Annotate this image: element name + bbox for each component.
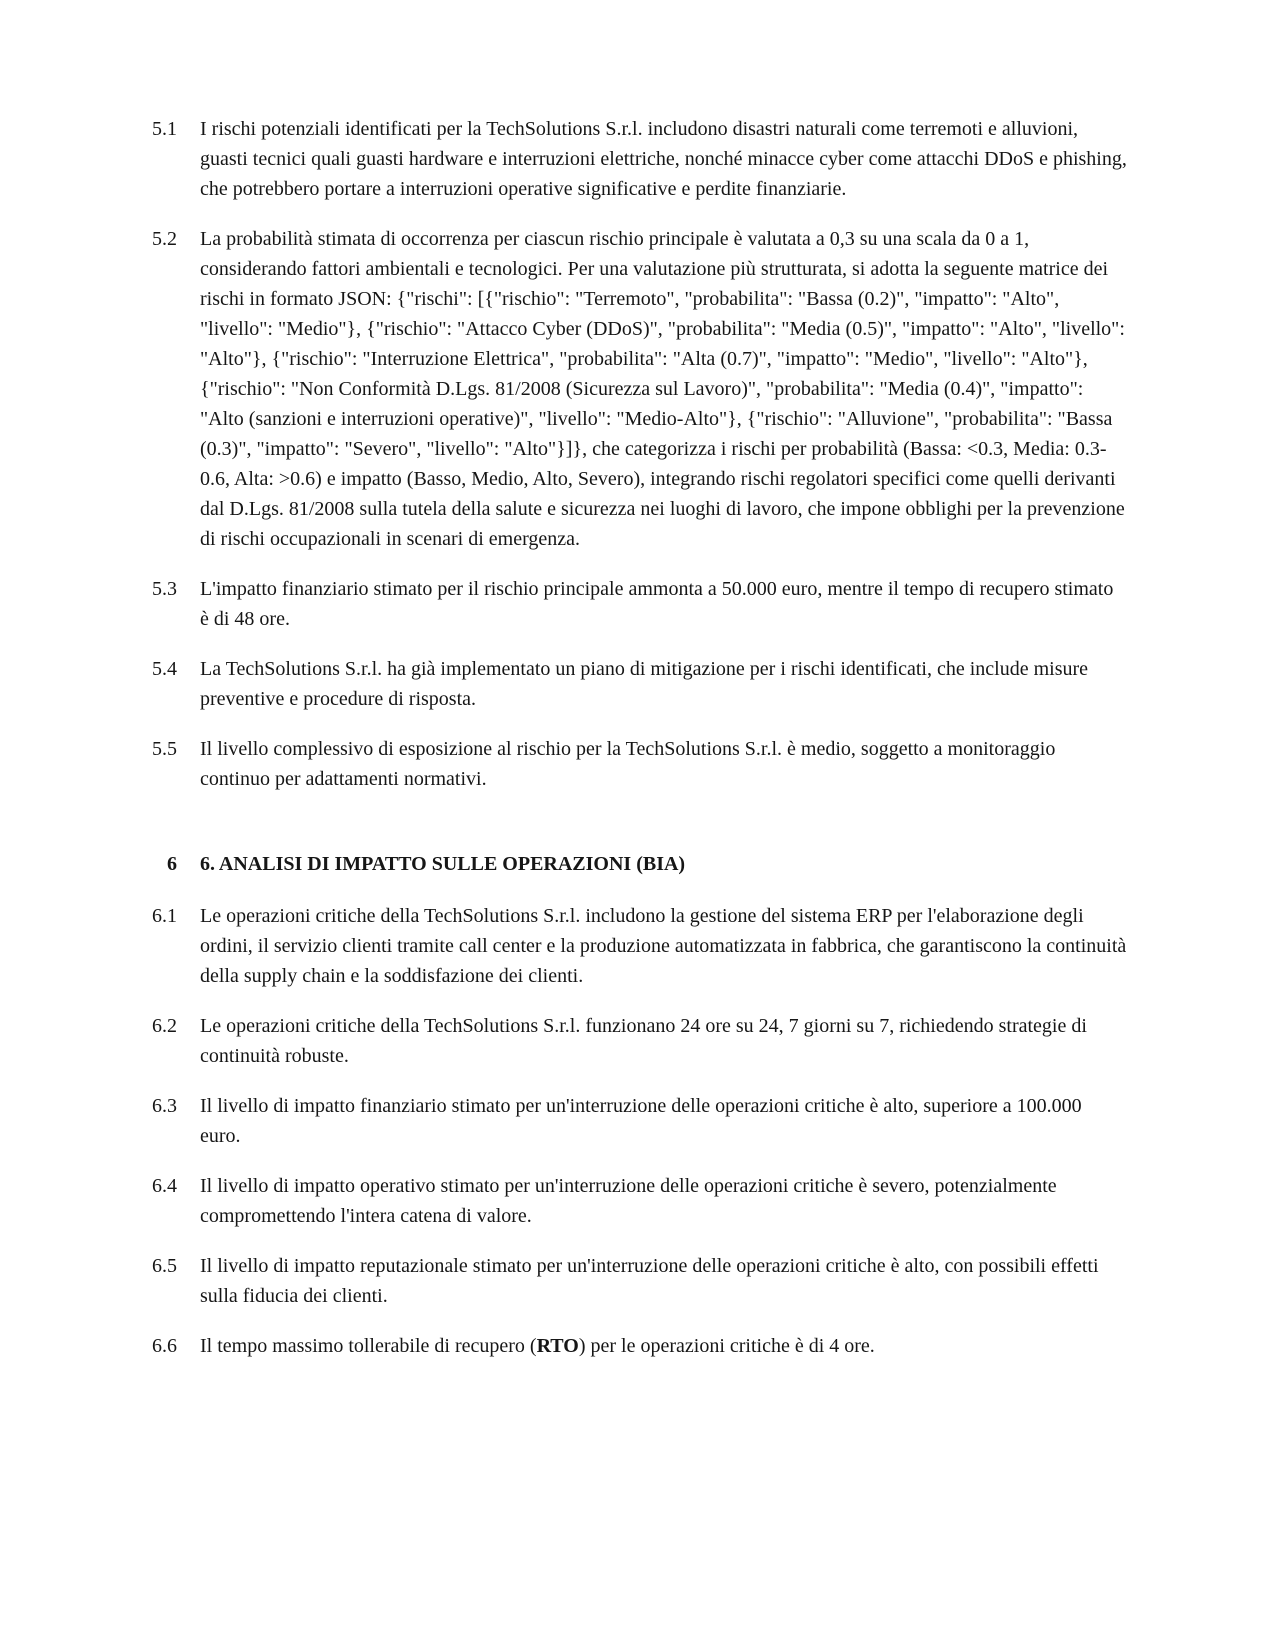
item-text: L'impatto finanziario stimato per il rischio principale ammonta a 50.000 euro, mentre il tempo di recupero stimato è di 48 ore. — [200, 578, 1114, 630]
list-item — [148, 1091, 1127, 1151]
item-number: 6.5 — [152, 1255, 177, 1277]
item-text: Il livello complessivo di esposizione al rischio per la TechSolutions S.r.l. è medio, soggetto a monitoraggio continuo per adattamenti normativi. — [200, 738, 1056, 790]
list-item — [148, 654, 1127, 714]
section-heading-text: 6. ANALISI DI IMPATTO SULLE OPERAZIONI (BIA) — [200, 853, 686, 875]
item-number: 6.1 — [152, 905, 177, 927]
item-number: 6.4 — [152, 1175, 177, 1197]
item-text-bold-fragment: RTO — [536, 1335, 579, 1357]
list-item — [148, 1331, 1127, 1361]
item-number: 5.2 — [152, 228, 177, 250]
item-number: 6.2 — [152, 1015, 177, 1037]
item-text: Le operazioni critiche della TechSolutions S.r.l. funzionano 24 ore su 24, 7 giorni su 7, richiedendo strategie di continuità robuste. — [200, 1015, 1087, 1067]
item-number: 5.3 — [152, 578, 177, 600]
item-text: Il livello di impatto operativo stimato per un'interruzione delle operazioni critiche è severo, potenzialmente compromettendo l'intera catena di valore. — [200, 1175, 1057, 1227]
list-item — [148, 734, 1127, 794]
list-item — [148, 224, 1127, 554]
list-item — [148, 574, 1127, 634]
item-text: Il livello di impatto reputazionale stimato per un'interruzione delle operazioni critiche è alto, con possibili effetti sulla fiducia dei clienti. — [200, 1255, 1099, 1307]
item-number: 6 — [167, 853, 177, 875]
item-number: 5.1 — [152, 118, 177, 140]
document-body — [148, 114, 1127, 1361]
section-heading-row — [148, 849, 1127, 879]
item-text: Le operazioni critiche della TechSolutions S.r.l. includono la gestione del sistema ERP per l'elaborazione degli ordini, il servizio clienti tramite call center e la produzione automatizzata in fabbrica, che garantiscono la continuità della supply chain e la soddisfazione dei clienti. — [200, 905, 1127, 987]
list-item — [148, 114, 1127, 204]
item-text — [200, 1331, 1127, 1361]
item-text: I rischi potenziali identificati per la TechSolutions S.r.l. includono disastri naturali come terremoti e alluvioni, guasti tecnici quali guasti hardware e interruzioni elettriche, nonché minacce cyber come attacchi DDoS e phishing, che potrebbero portare a interruzioni operative significative e perdite finanziarie. — [200, 118, 1127, 200]
list-item — [148, 1251, 1127, 1311]
item-number: 5.4 — [152, 658, 177, 680]
list-item — [148, 1171, 1127, 1231]
item-number: 6.6 — [152, 1335, 177, 1357]
item-text-fragment: ) per le operazioni critiche è di 4 ore. — [578, 1335, 875, 1357]
item-text: Il livello di impatto finanziario stimato per un'interruzione delle operazioni critiche è alto, superiore a 100.000 euro. — [200, 1095, 1082, 1147]
item-text-fragment: Il tempo massimo tollerabile di recupero ( — [200, 1335, 537, 1357]
item-text: La probabilità stimata di occorrenza per ciascun rischio principale è valutata a 0,3 su una scala da 0 a 1, considerando fattori ambientali e tecnologici. Per una valutazione più strutturata, si adotta la seguente matrice dei rischi in formato JSON: {"rischi": [{"rischio": "Terremoto", "probabilita": "Bassa (0.2)", "impatto": "Alto", "livello": "Medio"}, {"rischio": "Attacco Cyber (DDoS)", "probabilita": "Media (0.5)", "impatto": "Alto", "livello": "Alto"}, {"rischio": "Interruzione Elettrica", "probabilita": "Alta (0.7)", "impatto": "Medio", "livello": "Alto"}, {"rischio": "Non Conformità D.Lgs. 81/2008 (Sicurezza sul Lavoro)", "probabilita": "Media (0.4)", "impatto": "Alto (sanzioni e interruzioni operative)", "livello": "Medio-Alto"}, {"rischio": "Alluvione", "probabilita": "Bassa (0.3)", "impatto": "Severo", "livello": "Alto"}]}, che categorizza i rischi per probabilità (Bassa: <0.3, Media: 0.3-0.6, Alta: >0.6) e impatto (Basso, Medio, Alto, Severo), integrando rischi regolatori specifici come quelli derivanti dal D.Lgs. 81/2008 sulla tutela della salute e sicurezza nei luoghi di lavoro, che impone obblighi per la prevenzione di rischi occupazionali in scenari di emergenza. — [200, 228, 1125, 550]
list-item — [148, 1011, 1127, 1071]
list-item — [148, 901, 1127, 991]
item-number: 6.3 — [152, 1095, 177, 1117]
item-number: 5.5 — [152, 738, 177, 760]
item-text: La TechSolutions S.r.l. ha già implementato un piano di mitigazione per i rischi identificati, che include misure preventive e procedure di risposta. — [200, 658, 1089, 710]
